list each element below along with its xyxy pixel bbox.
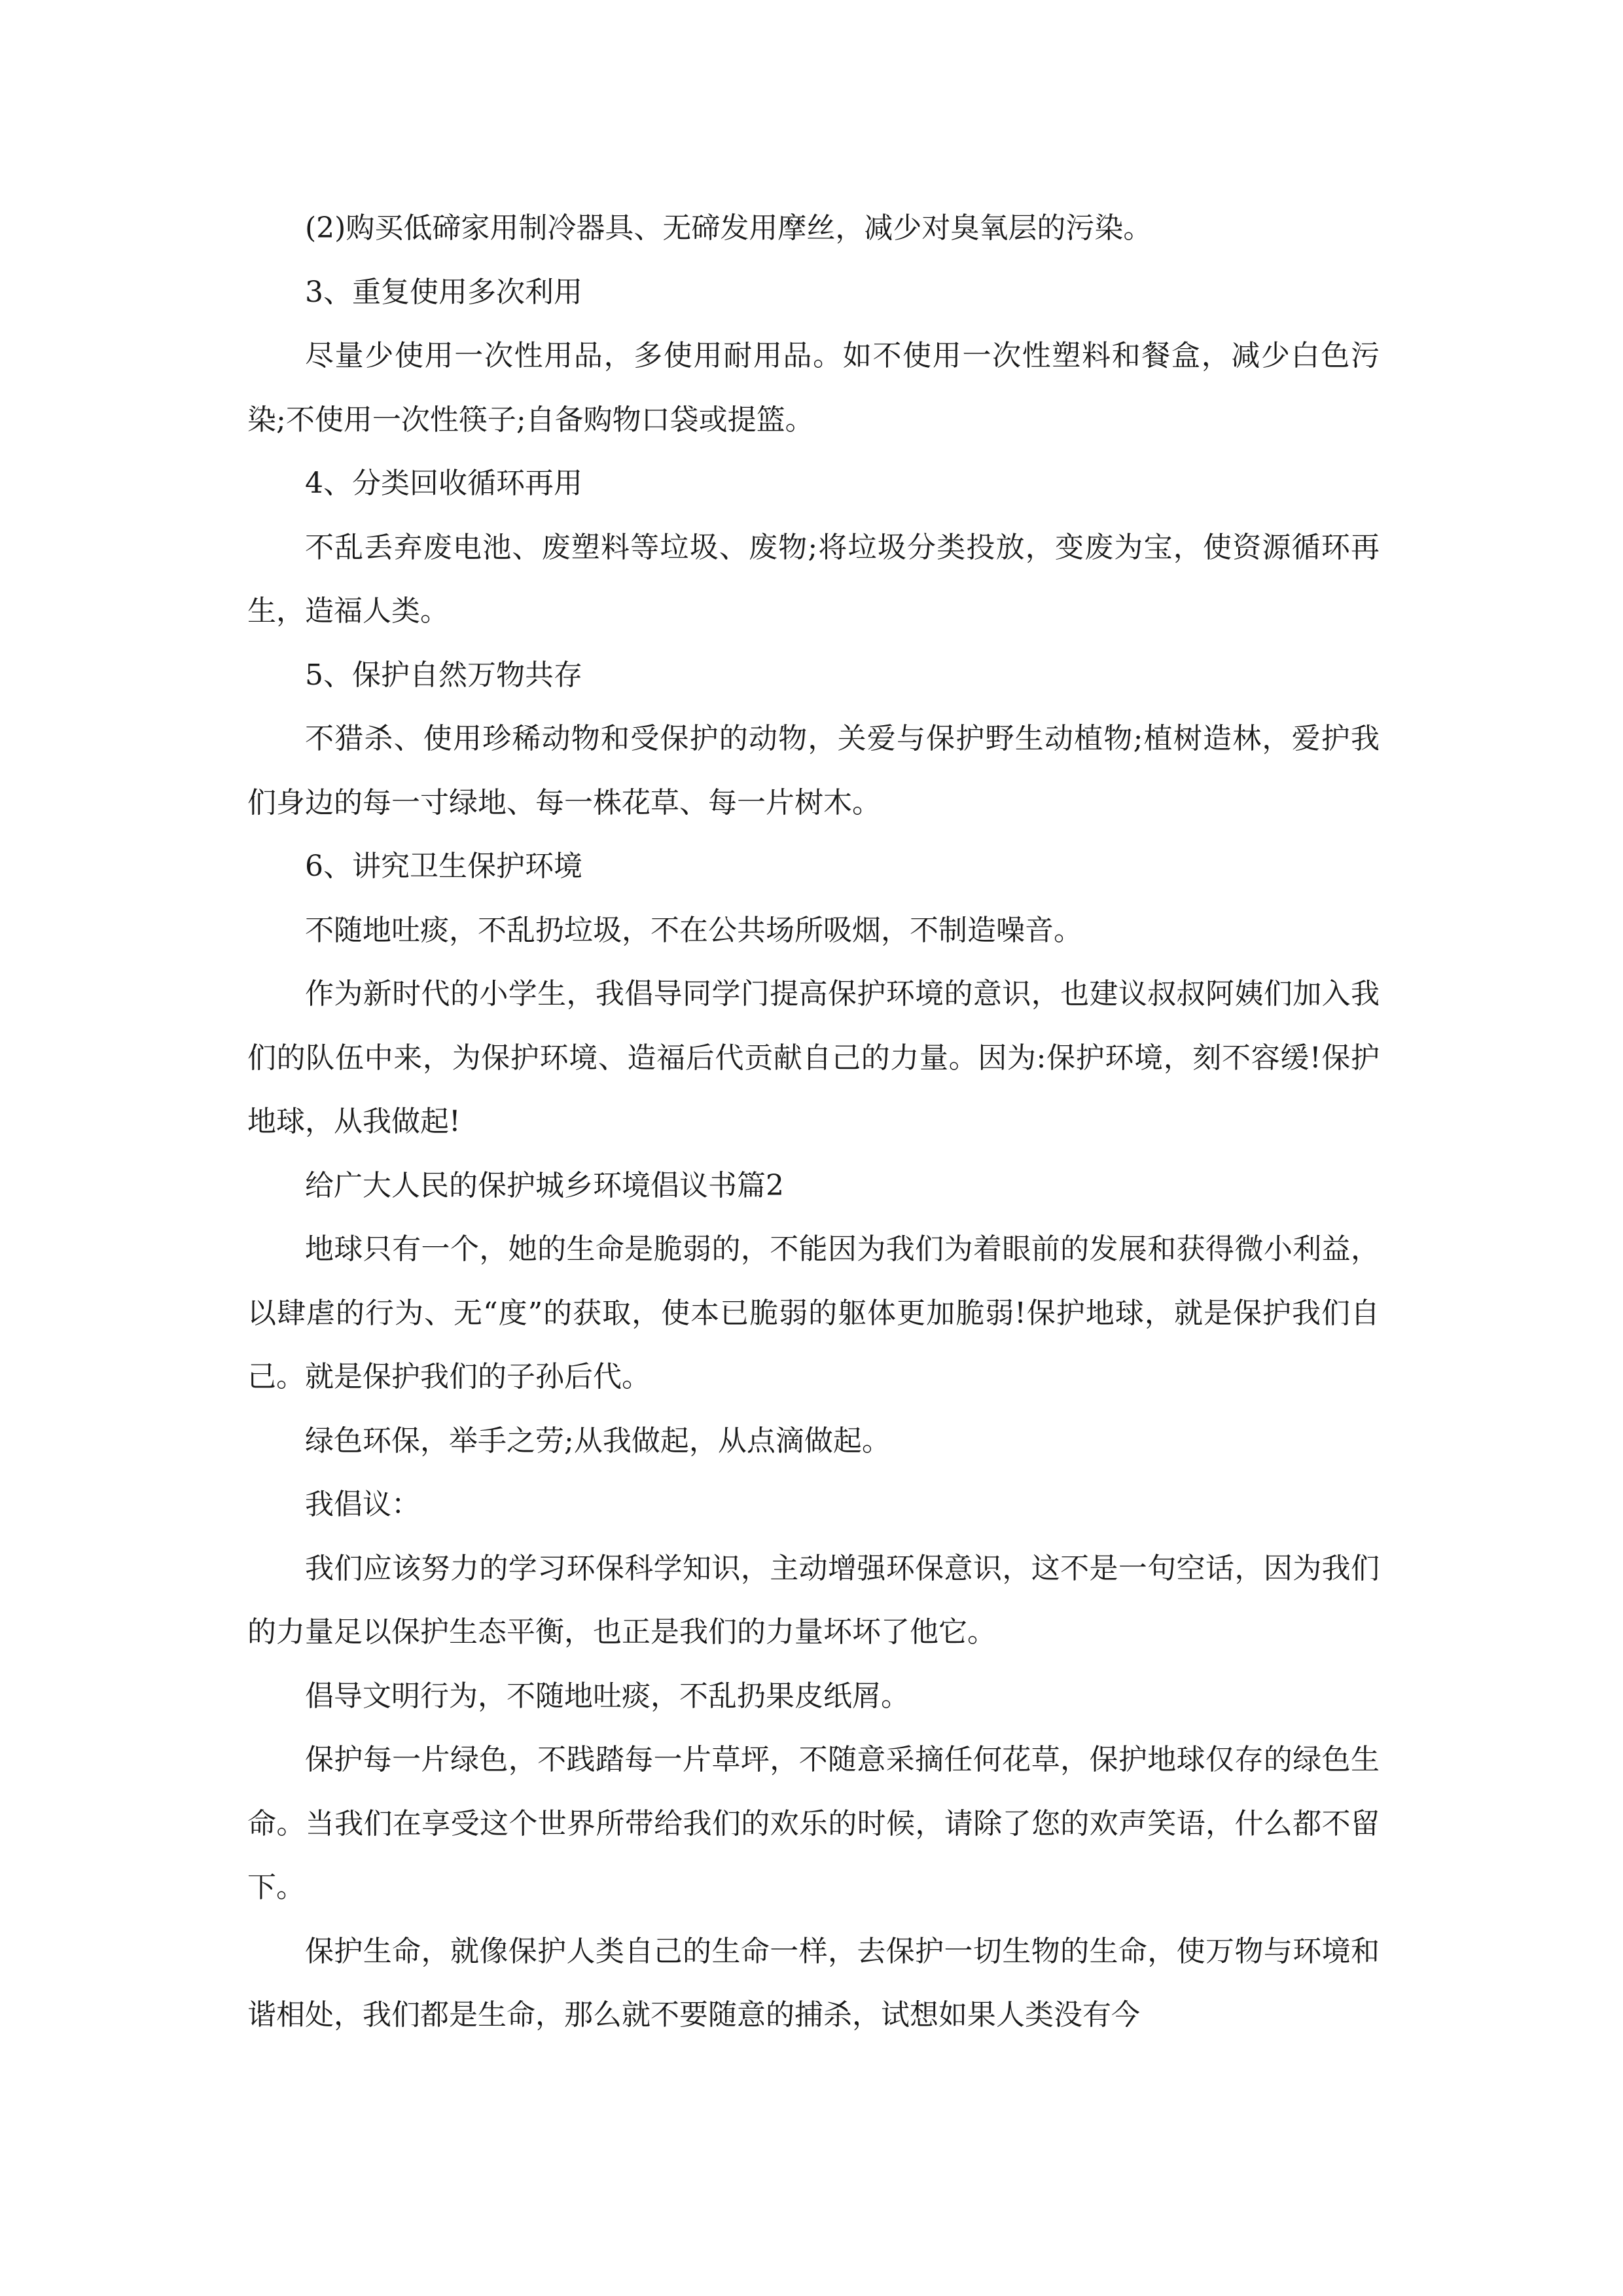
body-paragraph: 保护每一片绿色，不践踏每一片草坪，不随意采摘任何花草，保护地球仅存的绿色生命。当我们在享受这个世界所带给我们的欢乐的时候，请除了您的欢声笑语，什么都不留下。 [247, 1743, 1380, 1904]
section-heading: 3、重复使用多次利用 [305, 275, 582, 309]
body-paragraph: 不乱丢弃废电池、废塑料等垃圾、废物;将垃圾分类投放，变废为宝，使资源循环再生，造福人类。 [247, 530, 1380, 628]
section-heading: 4、分类回收循环再用 [305, 467, 582, 500]
article-title: 给广大人民的保护城乡环境倡议书篇2 [305, 1168, 784, 1202]
body-paragraph: 作为新时代的小学生，我倡导同学门提高保护环境的意识，也建议叔叔阿姨们加入我们的队伍中来，为保护环境、造福后代贡献自己的力量。因为:保护环境，刻不容缓!保护地球，从我做起! [247, 977, 1380, 1138]
body-paragraph: 我们应该努力的学习环保科学知识，主动增强环保意识，这不是一句空话，因为我们的力量足以保护生态平衡，也正是我们的力量坏坏了他它。 [247, 1551, 1380, 1649]
body-paragraph: 不猎杀、使用珍稀动物和受保护的动物，关爱与保护野生动植物;植树造林，爱护我们身边的每一寸绿地、每一株花草、每一片树木。 [247, 722, 1380, 819]
body-paragraph: 地球只有一个，她的生命是脆弱的，不能因为我们为着眼前的发展和获得微小利益，以肆虐的行为、无“度”的获取，使本已脆弱的躯体更加脆弱!保护地球，就是保护我们自己。就是保护我们的子孙后代。 [247, 1232, 1380, 1393]
body-paragraph: (2)购买低碲家用制冷器具、无碲发用摩丝，减少对臭氧层的污染。 [305, 211, 1152, 245]
body-paragraph: 倡导文明行为，不随地吐痰，不乱扔果皮纸屑。 [305, 1679, 910, 1713]
body-paragraph: 保护生命，就像保护人类自己的生命一样，去保护一切生物的生命，使万物与环境和谐相处，我们都是生命，那么就不要随意的捕杀，试想如果人类没有今 [247, 1934, 1380, 2032]
body-paragraph: 我倡议： [305, 1488, 420, 1521]
document-body [247, 196, 1380, 2047]
body-paragraph: 绿色环保，举手之劳;从我做起，从点滴做起。 [305, 1424, 891, 1458]
section-heading: 6、讲究卫生保护环境 [305, 850, 582, 883]
body-paragraph: 尽量少使用一次性用品，多使用耐用品。如不使用一次性塑料和餐盒，减少白色污染;不使用一次性筷子;自备购物口袋或提篮。 [247, 339, 1380, 437]
body-paragraph: 不随地吐痰，不乱扔垃圾，不在公共场所吸烟，不制造噪音。 [305, 913, 1082, 947]
section-heading: 5、保护自然万物共存 [305, 658, 582, 692]
